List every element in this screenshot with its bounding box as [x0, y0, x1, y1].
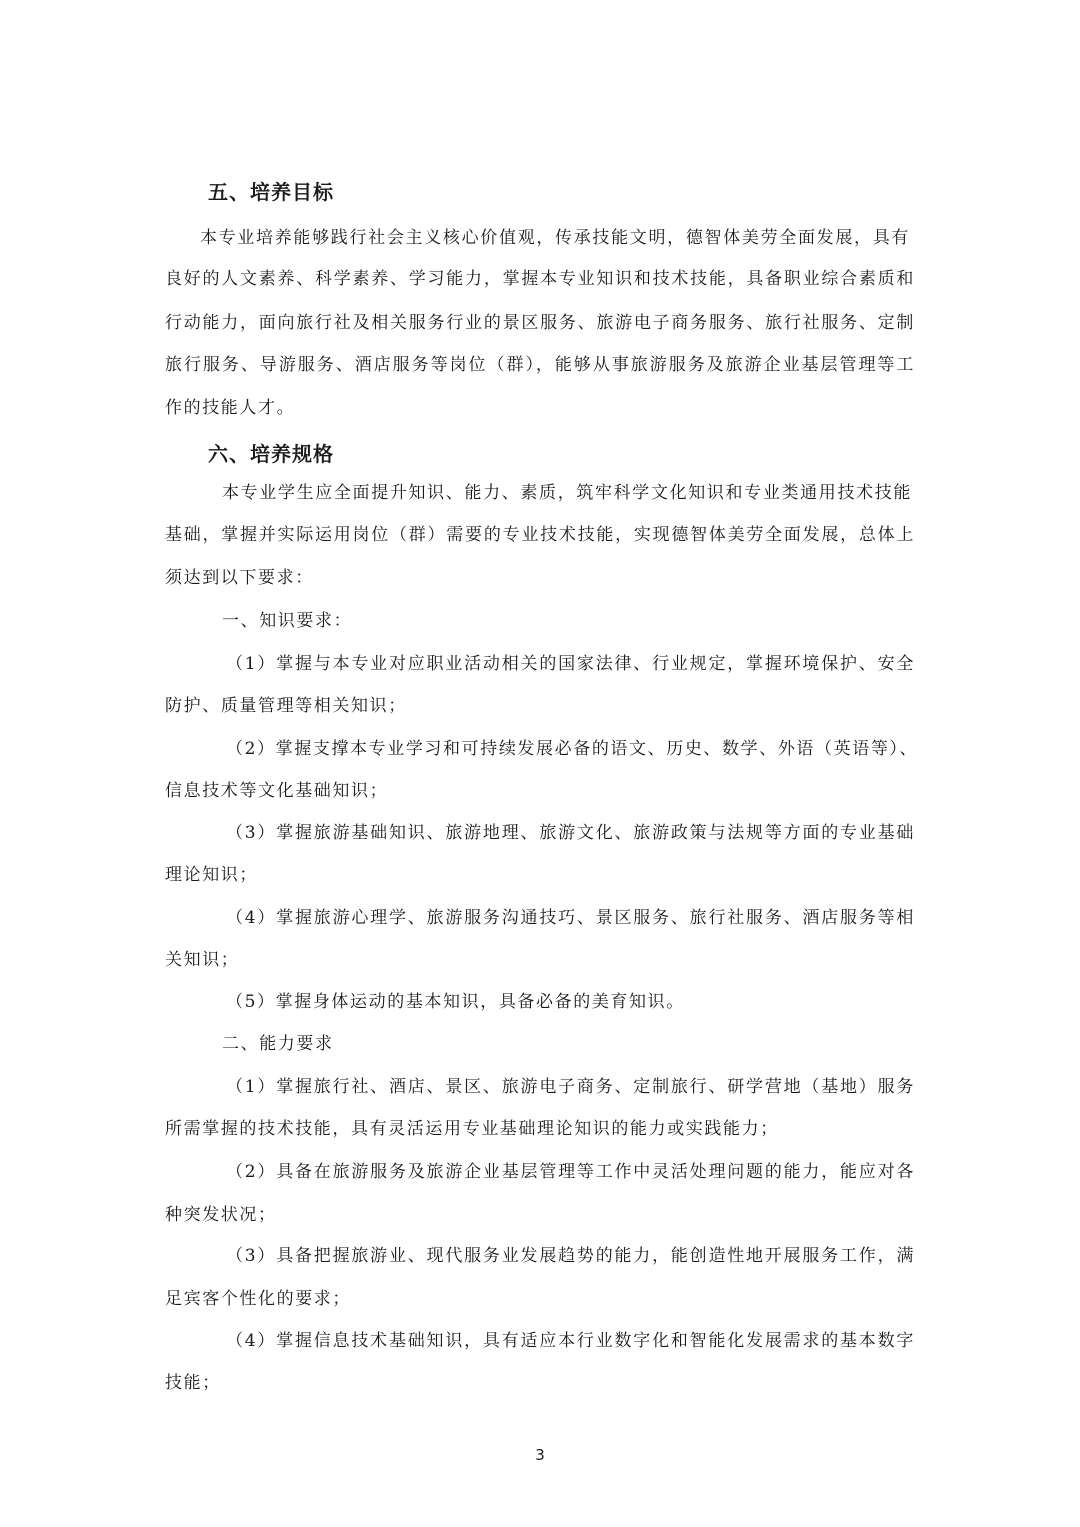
paragraph-line: 基础，掌握并实际运用岗位（群）需要的专业技术技能，实现德智体美劳全面发展，总体上: [165, 525, 915, 545]
page-number: 3: [535, 1446, 545, 1464]
ability-requirements-heading: 二、能力要求: [222, 1034, 334, 1054]
paragraph-line: 作的技能人才。: [165, 398, 296, 418]
ability-item-2-cont: 种突发状况；: [165, 1205, 277, 1225]
knowledge-item-4: （4）掌握旅游心理学、旅游服务沟通技巧、景区服务、旅行社服务、酒店服务等相: [226, 908, 915, 928]
knowledge-item-2: （2）掌握支撑本专业学习和可持续发展必备的语文、历史、数学、外语（英语等）、: [226, 739, 919, 759]
ability-item-3-cont: 足宾客个性化的要求；: [165, 1289, 351, 1309]
knowledge-requirements-heading: 一、知识要求：: [222, 611, 353, 631]
knowledge-item-1-cont: 防护、质量管理等相关知识；: [165, 696, 407, 716]
section-6-heading: 六、培养规格: [208, 442, 334, 466]
section-5-heading: 五、培养目标: [208, 180, 334, 204]
knowledge-item-3-cont: 理论知识；: [165, 865, 258, 885]
knowledge-item-1: （1）掌握与本专业对应职业活动相关的国家法律、行业规定，掌握环境保护、安全: [226, 654, 915, 674]
ability-item-1-cont: 所需掌握的技术技能，具有灵活运用专业基础理论知识的能力或实践能力；: [165, 1119, 779, 1139]
knowledge-item-3: （3）掌握旅游基础知识、旅游地理、旅游文化、旅游政策与法规等方面的专业基础: [226, 823, 915, 843]
ability-item-2: （2）具备在旅游服务及旅游企业基层管理等工作中灵活处理问题的能力，能应对各: [226, 1162, 915, 1182]
paragraph-line: 旅行服务、导游服务、酒店服务等岗位（群），能够从事旅游服务及旅游企业基层管理等工: [165, 355, 915, 375]
paragraph-line: 行动能力，面向旅行社及相关服务行业的景区服务、旅游电子商务服务、旅行社服务、定制: [165, 313, 915, 333]
paragraph-line: 本专业学生应全面提升知识、能力、素质，筑牢科学文化知识和专业类通用技术技能: [222, 483, 912, 503]
paragraph-line: 本专业培养能够践行社会主义核心价值观，传承技能文明，德智体美劳全面发展，具有: [200, 228, 910, 248]
paragraph-line: 须达到以下要求：: [165, 568, 314, 588]
knowledge-item-5: （5）掌握身体运动的基本知识，具备必备的美育知识。: [226, 992, 685, 1012]
knowledge-item-4-cont: 关知识；: [165, 950, 240, 970]
knowledge-item-2-cont: 信息技术等文化基础知识；: [165, 781, 389, 801]
ability-item-4-cont: 技能；: [165, 1373, 221, 1393]
paragraph-line: 良好的人文素养、科学素养、学习能力，掌握本专业知识和技术技能，具备职业综合素质和: [165, 269, 915, 289]
ability-item-3: （3）具备把握旅游业、现代服务业发展趋势的能力，能创造性地开展服务工作，满: [226, 1246, 915, 1266]
ability-item-1: （1）掌握旅行社、酒店、景区、旅游电子商务、定制旅行、研学营地（基地）服务: [226, 1077, 915, 1097]
ability-item-4: （4）掌握信息技术基础知识，具有适应本行业数字化和智能化发展需求的基本数字: [226, 1331, 915, 1351]
